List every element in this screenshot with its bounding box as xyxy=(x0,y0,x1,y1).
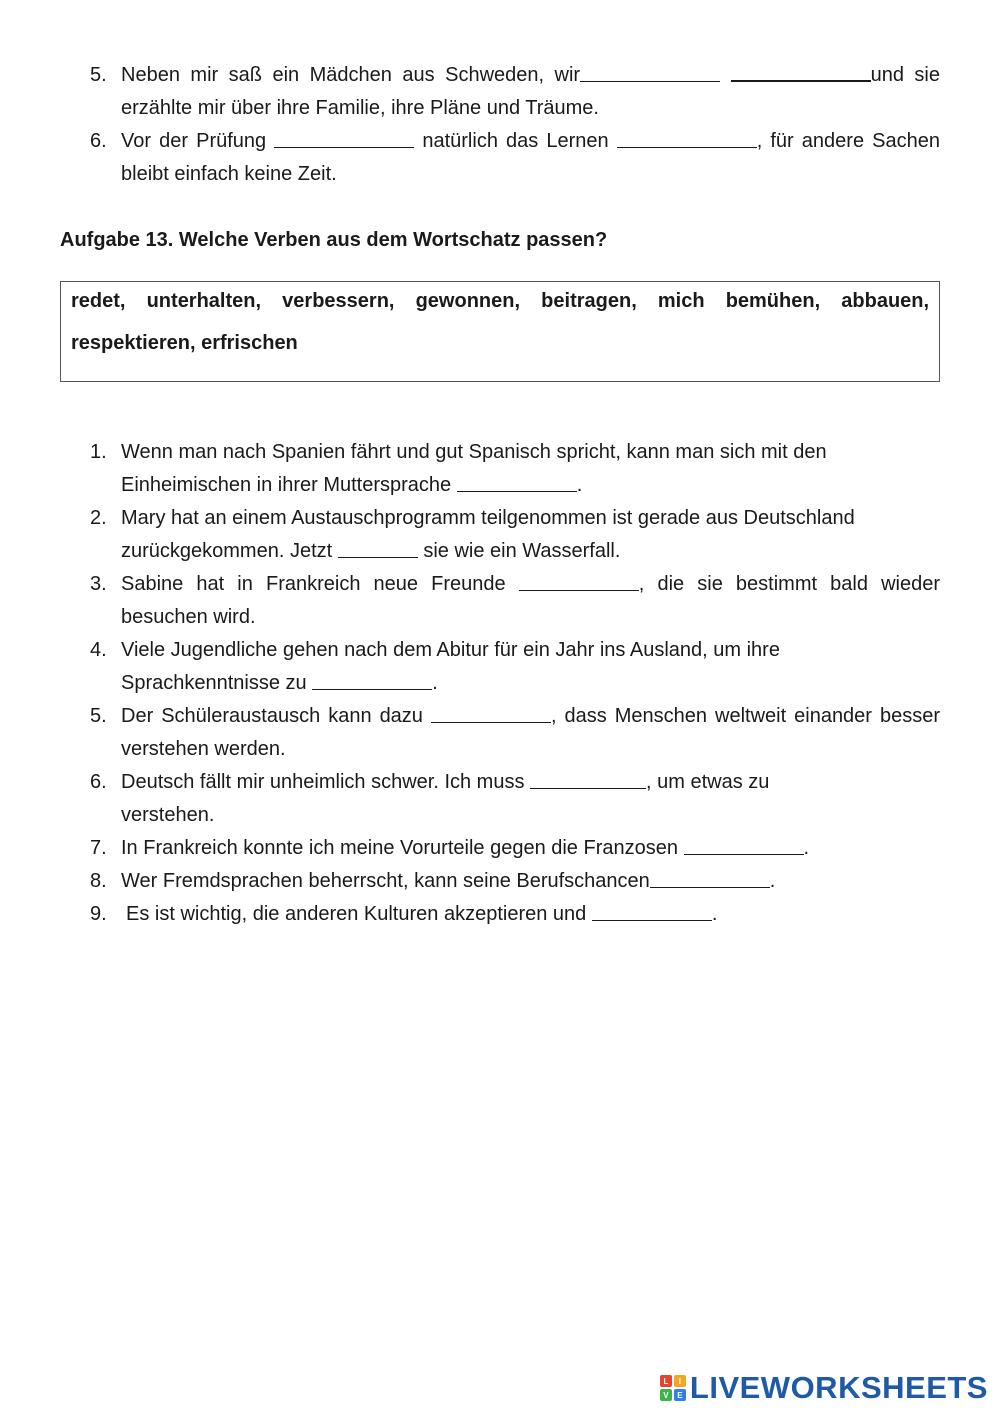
item-number: 8. xyxy=(90,870,107,892)
item-text: natürlich das Lernen xyxy=(422,130,609,152)
list-item xyxy=(90,568,940,634)
item-number: 6. xyxy=(90,771,107,793)
list-item xyxy=(90,634,940,700)
item-number: 6. xyxy=(90,130,107,152)
item-text: sie wie ein Wasserfall. xyxy=(423,540,621,562)
word-bank-word: bemühen, xyxy=(725,290,821,312)
item-text: Vor der Prüfung xyxy=(121,130,267,152)
item-number: 9. xyxy=(90,903,107,925)
previous-exercise-list xyxy=(90,59,940,191)
logo-text: LIVEWORKSHEETS xyxy=(689,1370,988,1405)
exercise-list xyxy=(90,436,940,931)
list-item xyxy=(90,125,940,191)
item-text: Wenn man nach Spanien fährt und gut Spanisch spricht, kann man sich mit den Einheimischen in ihrer Muttersprache xyxy=(121,441,827,496)
item-text: . xyxy=(803,837,810,859)
item-number: 5. xyxy=(90,705,107,727)
item-text: Neben mir saß ein Mädchen aus Schweden, wir xyxy=(121,64,581,86)
answer-blank[interactable] xyxy=(431,702,551,723)
answer-blank[interactable] xyxy=(312,669,432,690)
answer-blank[interactable] xyxy=(457,471,577,492)
item-number: 1. xyxy=(90,441,107,463)
item-text: . xyxy=(432,672,438,694)
list-item xyxy=(90,898,940,931)
item-text: Der Schüleraustausch kann dazu xyxy=(121,705,423,727)
word-bank-line: respektieren, erfrischen xyxy=(71,332,298,354)
answer-blank[interactable] xyxy=(338,537,418,558)
answer-blank[interactable] xyxy=(592,900,712,921)
word-bank-word: mich xyxy=(657,290,705,312)
list-item xyxy=(90,502,940,568)
word-bank-word: gewonnen, xyxy=(415,290,521,312)
word-bank-word: unterhalten, xyxy=(146,290,262,312)
item-text: Viele Jugendliche gehen nach dem Abitur für ein Jahr ins Ausland, um ihre Sprachkenntnisse zu xyxy=(121,639,780,694)
task-title: Aufgabe 13. Welche Verben aus dem Wortschatz passen? xyxy=(60,229,608,251)
word-bank-word: abbauen, xyxy=(841,290,930,312)
item-text: , die sie bestimmt bald wieder besuchen wird. xyxy=(121,573,940,628)
logo-tile: I xyxy=(674,1375,686,1387)
item-text: . xyxy=(769,870,776,892)
item-text: Wer Fremdsprachen beherrscht, kann seine Berufschancen xyxy=(121,870,650,892)
answer-blank[interactable] xyxy=(580,61,720,82)
answer-blank[interactable] xyxy=(684,834,804,855)
logo-tile: V xyxy=(660,1389,672,1401)
logo-tile: E xyxy=(674,1389,686,1401)
list-item xyxy=(90,832,940,865)
word-bank-word: redet, xyxy=(71,290,126,312)
liveworksheets-logo-icon xyxy=(660,1375,686,1401)
item-number: 4. xyxy=(90,639,107,661)
item-text: , dass Menschen weltweit einander besser verstehen werden. xyxy=(121,705,940,760)
word-bank-word: beitragen, xyxy=(541,290,637,312)
item-text: Deutsch fällt mir unheimlich schwer. Ich muss xyxy=(121,771,525,793)
logo-tile: L xyxy=(660,1375,672,1387)
item-text: und sie erzählte mir über ihre Familie, ihre Pläne und Träume. xyxy=(121,64,940,119)
list-item xyxy=(90,766,940,832)
word-bank-word: verbessern, xyxy=(282,290,395,312)
list-item xyxy=(90,436,940,502)
answer-blank[interactable] xyxy=(650,867,770,888)
answer-blank[interactable] xyxy=(274,127,414,148)
answer-blank[interactable] xyxy=(617,127,757,148)
answer-blank[interactable] xyxy=(530,768,646,789)
word-bank-line xyxy=(71,285,929,317)
item-number: 3. xyxy=(90,573,107,595)
list-item xyxy=(90,700,940,766)
liveworksheets-logo[interactable] xyxy=(660,1371,988,1405)
item-text: In Frankreich konnte ich meine Vorurteile gegen die Franzosen xyxy=(121,837,678,859)
item-number: 5. xyxy=(90,64,107,86)
list-item xyxy=(90,59,940,125)
answer-blank[interactable] xyxy=(731,60,871,82)
item-text: . xyxy=(576,474,583,496)
item-number: 2. xyxy=(90,507,107,529)
item-text: . xyxy=(711,903,718,925)
item-text: Es ist wichtig, die anderen Kulturen akzeptieren und xyxy=(126,903,587,925)
item-text: Mary hat an einem Austauschprogramm teilgenommen ist gerade aus Deutschland zurückgekommen. Jetzt xyxy=(121,507,855,562)
list-item xyxy=(90,865,940,898)
item-number: 7. xyxy=(90,837,107,859)
item-text: Sabine hat in Frankreich neue Freunde xyxy=(121,573,506,595)
item-text: , um etwas zu verstehen. xyxy=(121,771,770,826)
word-bank xyxy=(60,281,940,382)
item-text: , für andere Sachen bleibt einfach keine Zeit. xyxy=(121,130,940,185)
answer-blank[interactable] xyxy=(519,570,639,591)
